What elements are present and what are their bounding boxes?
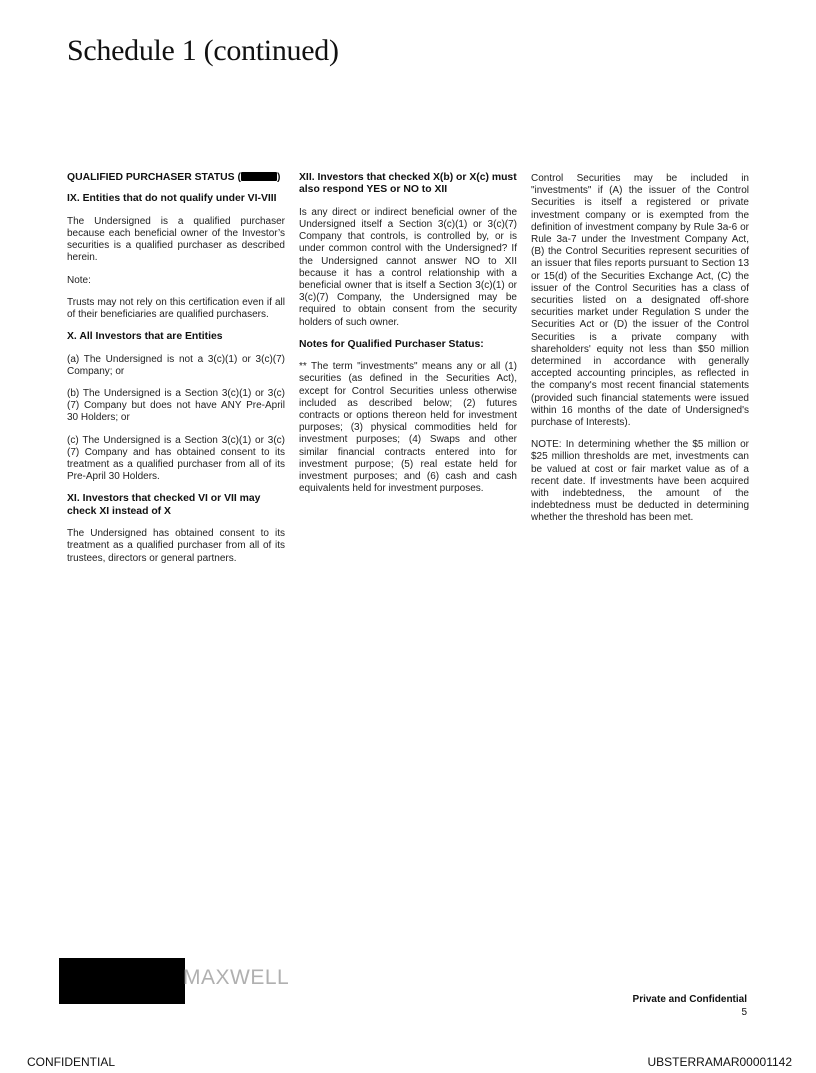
qp-status-heading [67,172,285,184]
private-confidential-label: Private and Confidential [632,994,747,1005]
column-right [531,173,749,535]
section-xii-text: Is any direct or indirect beneficial owner of the Undersigned itself a Section 3(c)(1) or 3(c)(7) Company that controls, is controlled by, or is under common control with the Undersigned? If the Undersigned cannot answer NO to XII because it has a control relationship with a beneficial owner that is itself a Section 3(c)(1) or 3(c)(7) Company, the Undersigned may be required to obtain consent from the security holders of such owner. [299,206,517,328]
confidential-stamp: CONFIDENTIAL [27,1055,116,1069]
trusts-note-text: Trusts may not rely on this certification even if all of their beneficiaries are qualified purchasers. [67,296,285,321]
section-xi-text: The Undersigned has obtained consent to its treatment as a qualified purchaser from all of its trustees, directors or general partners. [67,528,285,564]
bates-number: UBSTERRAMAR00001142 [647,1055,792,1069]
section-x-heading: X. All Investors that are Entities [67,331,223,343]
section-x-option-c: (c) The Undersigned is a Section 3(c)(1) or 3(c)(7) Company and has obtained consent to its treatment as a qualified purchaser from all of its Pre-April 30 Holders. [67,434,285,483]
page-number: 5 [741,1007,747,1018]
section-x-option-b: (b) The Undersigned is a Section 3(c)(1) or 3(c)(7) Company but does not have ANY Pre-April 30 Holders; or [67,388,285,424]
section-xi-heading: XI. Investors that checked VI or VII may check XI instead of X [67,493,261,517]
notes-heading: Notes for Qualified Purchaser Status: [299,338,484,350]
page-title: Schedule 1 (continued) [67,34,339,67]
column-left [67,172,285,575]
redaction-bar [241,172,277,181]
section-xii-heading: XII. Investors that checked X(b) or X(c) must also respond YES or NO to XII [299,172,517,196]
section-ix-text: The Undersigned is a qualified purchaser because each beneficial owner of the Investor’s securities is a qualified purchaser as described herein. [67,215,285,264]
qp-status-heading-suffix: ) [276,172,281,183]
column-middle [299,172,517,505]
qp-status-heading-text: QUALIFIED PURCHASER STATUS ( [67,172,241,183]
footer-logo: MAXWELL [183,966,290,989]
investments-definition-text: ** The term "investments" means any or all (1) securities (as defined in the Securities Act), except for Control Securities unless otherwise included as described below; (2) futures contracts or options thereon held for investment purposes; (3) physical commodities held for investment purposes; (4) Swaps and other similar financial contracts entered into for investment purpose; (5) real estate held for investment purposes; and (6) cash and cash equivalents held for investment purposes. [299,361,517,495]
section-x-option-a: (a) The Undersigned is not a 3(c)(1) or 3(c)(7) Company; or [67,353,285,377]
control-securities-text: Control Securities may be included in "investments" if (A) the issuer of the Control Securities is itself a registered or private investment company or is exempted from the definition of investment company by Rule 3a-6 or Rule 3a-7 under the Investment Company Act, (B) the Control Securities represent securities of an issuer that files reports pursuant to Section 13 or 15(d) of the Securities Exchange Act, (C) the issuer of the Control Securities has a class of securities listed on a designated off-shore securities market under Regulation S under the Securities Act or (D) the issuer of the Control Securities is a private company with shareholders' equity not less than $50 million determined in accordance with generally accepted accounting principles, as reflected in the company's most recent financial statements (provided such financial statements were issued within 16 months of the date of Undersigned's purchase of Interests). [531,173,749,429]
threshold-note-text: NOTE: In determining whether the $5 million or $25 million thresholds are met, investments can be valued at cost or fair market value as of a recent date. If investments have been acquired with indebtedness, the amount of the indebtedness must be deducted in determining whether the threshold has been met. [531,439,749,524]
note-label: Note: [67,274,91,286]
logo-redaction-block [59,958,185,1004]
section-ix-heading: IX. Entities that do not qualify under VI-VIII [67,193,277,205]
